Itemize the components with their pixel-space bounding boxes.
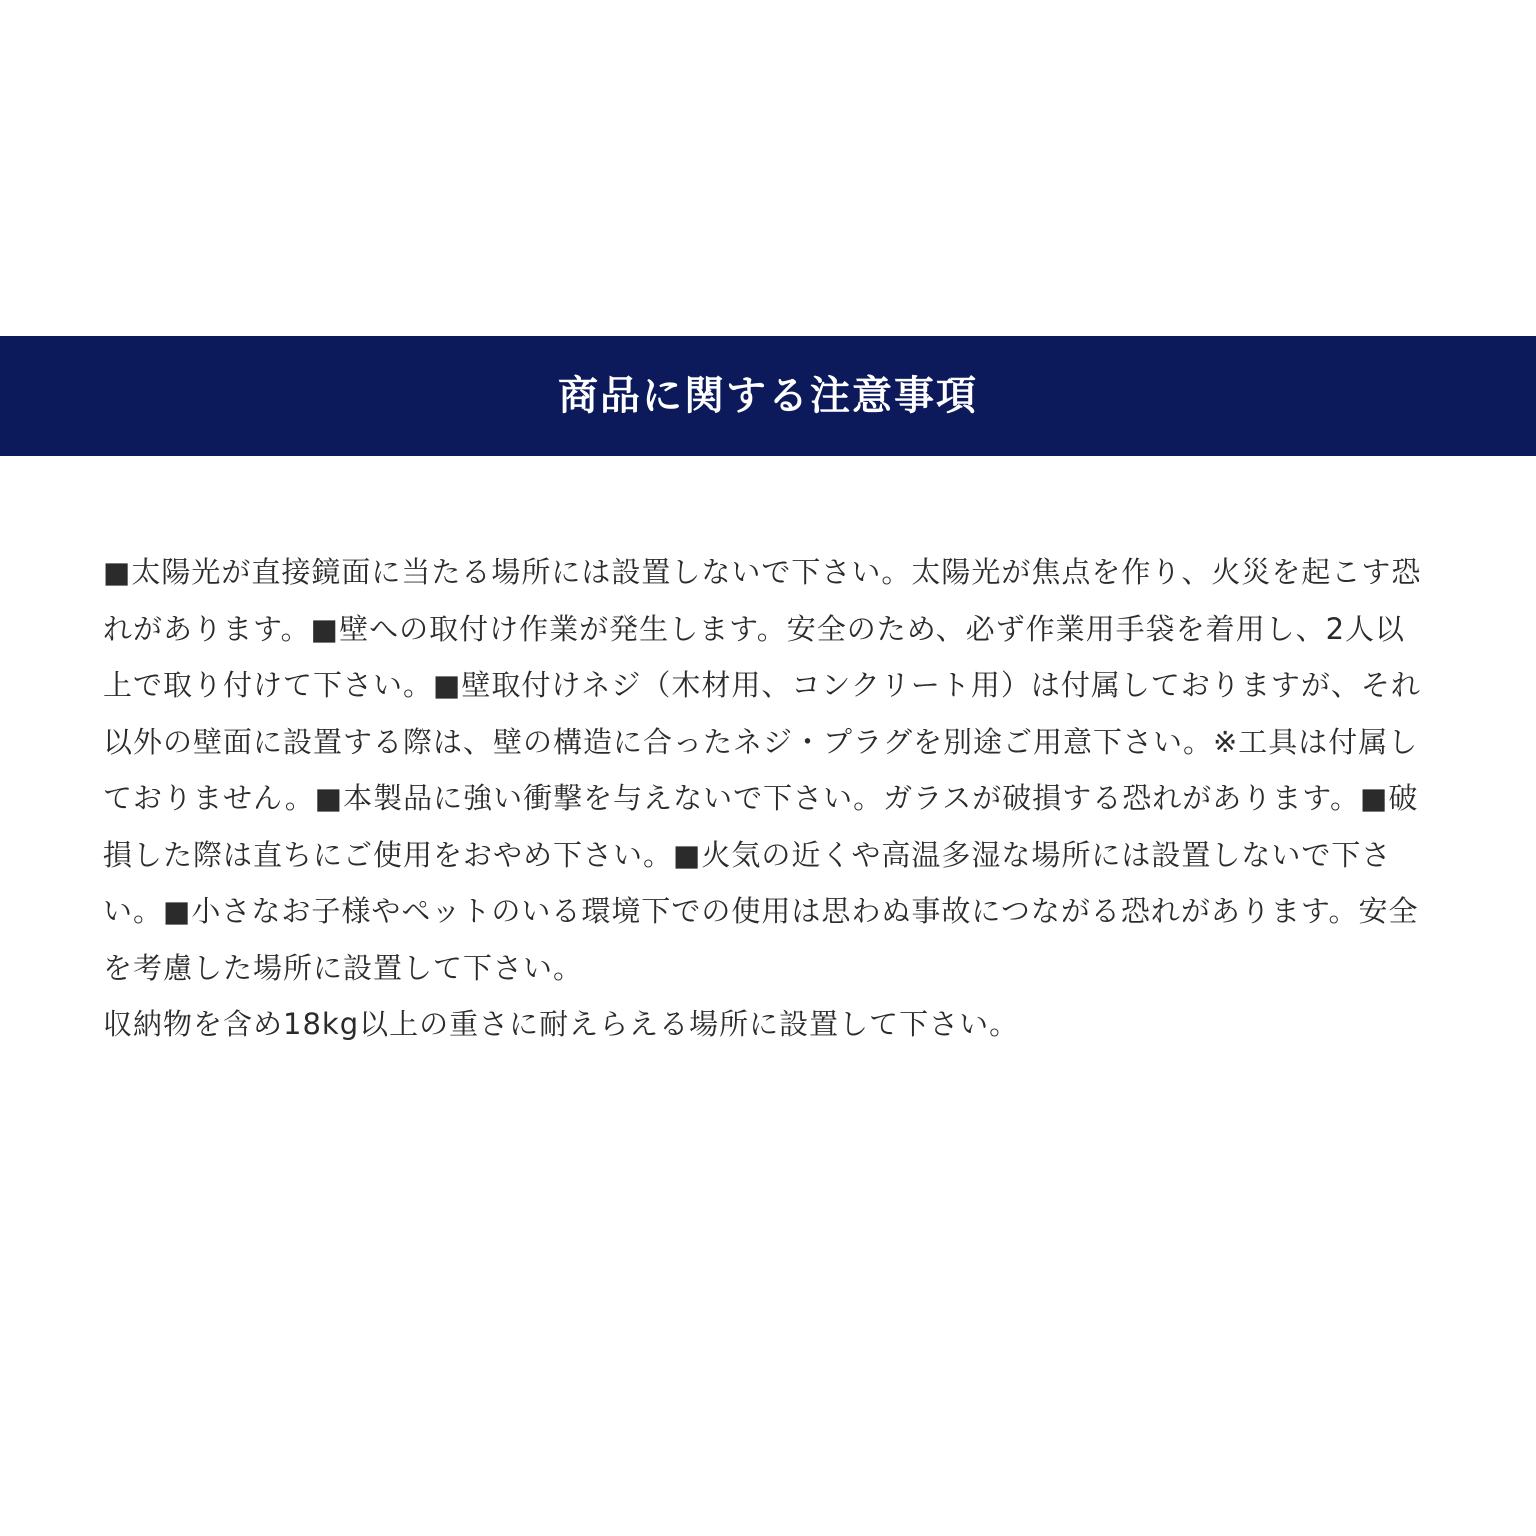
notes-section bbox=[103, 544, 1425, 1053]
weight-note: 収納物を含め18kg以上の重さに耐えらえる場所に設置して下さい。 bbox=[103, 1007, 1020, 1041]
notes-paragraph: ■太陽光が直接鏡面に当たる場所には設置しないで下さい。太陽光が焦点を作り、火災を起こす恐れがあります。■壁への取付け作業が発生します。安全のため、必ず作業用手袋を着用し、2人以上で取り付けて下さい。■壁取付けネジ（木材用、コンクリート用）は付属しておりますが、それ以外の壁面に設置する際は、壁の構造に合ったネジ・プラグを別途ご用意下さい。※工具は付属しておりません。■本製品に強い衝撃を与えないで下さい。ガラスが破損する恐れがあります。■破損した際は直ちにご使用をおやめ下さい。■火気の近くや高温多湿な場所には設置しないで下さい。■小さなお子様やペットのいる環境下での使用は思わぬ事故につながる恐れがあります。安全を考慮した場所に設置して下さい。 bbox=[103, 555, 1422, 985]
header-banner bbox=[0, 336, 1536, 456]
page-title: 商品に関する注意事項 bbox=[558, 373, 978, 419]
